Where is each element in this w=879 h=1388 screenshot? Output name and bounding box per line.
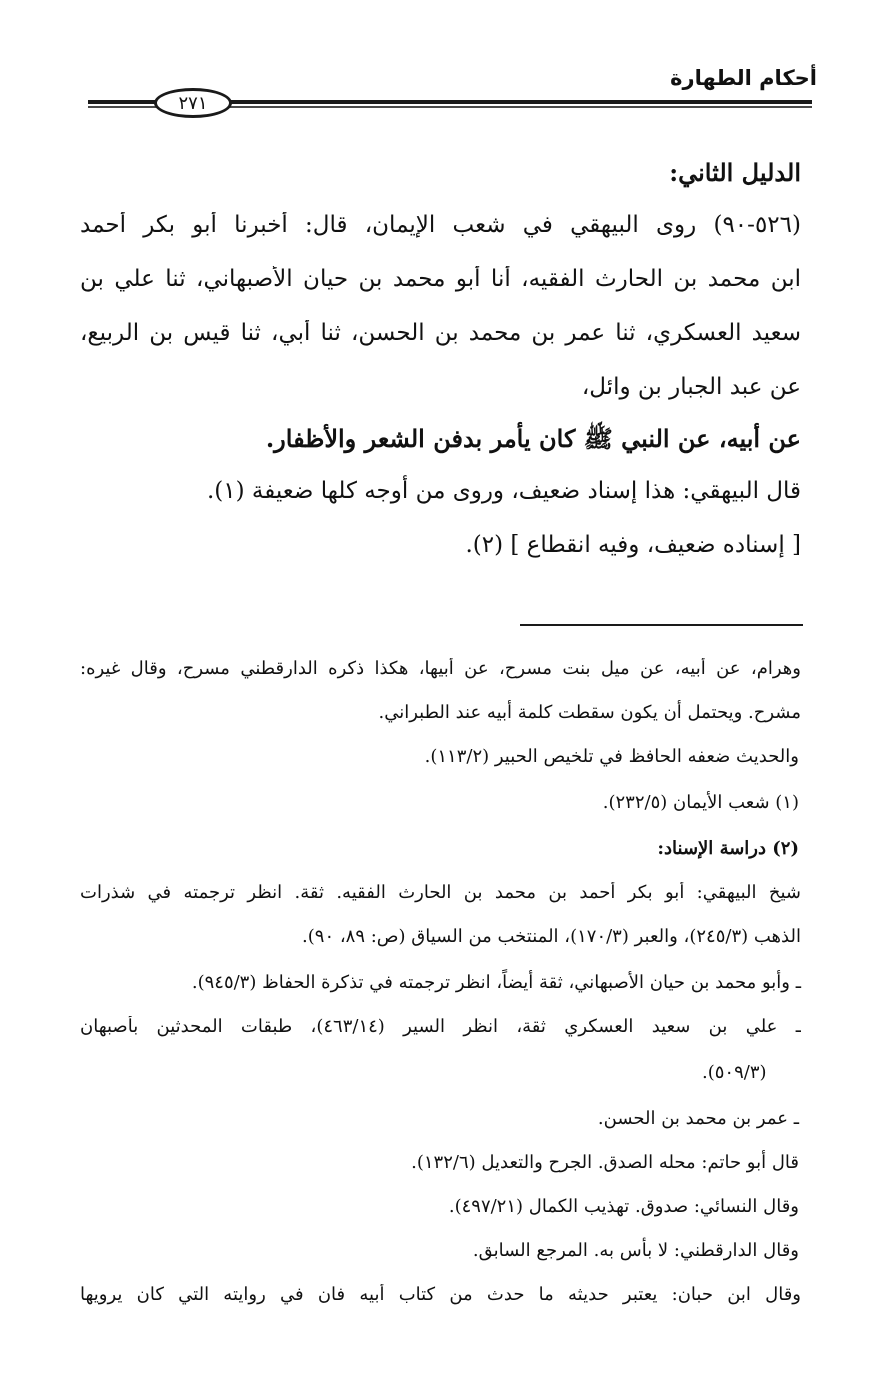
- main-text-line: عن عبد الجبار بن وائل،: [581, 374, 801, 400]
- page-number: ٢٧١: [178, 92, 208, 114]
- page-number-badge: [154, 88, 232, 118]
- footnote-line: قال أبو حاتم: محله الصدق. الجرح والتعديل (١٣٢/٦).: [411, 1152, 799, 1173]
- hadith-text: عن أبيه، عن النبي ﷺ كان يأمر بدفن الشعر والأظفار.: [265, 424, 801, 453]
- isnad-grading: [ إسناده ضعيف، وفيه انقطاع ] (٢).: [465, 532, 801, 558]
- footnote-line: وهرام، عن أبيه، عن ميل بنت مسرح، عن أبيها، هكذا ذكره الدارقطني مسرح، وقال غيره:: [80, 658, 801, 679]
- footnote-separator: [520, 624, 803, 626]
- running-title: أحكام الطهارة: [670, 66, 817, 90]
- footnote-line: الذهب (٢٤٥/٣)، والعبر (١٧٠/٣)، المنتخب من السياق (ص: ٨٩، ٩٠).: [302, 926, 801, 947]
- footnote-2-heading: (٢) دراسة الإسناد:: [657, 838, 799, 859]
- footnote-line: وقال النسائي: صدوق. تهذيب الكمال (٤٩٧/٢١).: [448, 1196, 799, 1217]
- footnote-line: (٥٠٩/٣).: [702, 1062, 767, 1083]
- footnote-1: (١) شعب الأيمان (٢٣٢/٥).: [602, 792, 799, 813]
- footnote-line: ـ علي بن سعيد العسكري ثقة، انظر السير (٤٦٣/١٤)، طبقات المحدثين بأصبهان: [80, 1016, 801, 1037]
- footnote-line: شيخ البيهقي: أبو بكر أحمد بن محمد بن الحارث الفقيه. ثقة. انظر ترجمته في شذرات: [80, 882, 801, 903]
- footnote-line: مشرح. ويحتمل أن يكون سقطت كلمة أبيه عند الطبراني.: [378, 702, 801, 723]
- section-heading: الدليل الثاني:: [669, 158, 801, 187]
- main-text-line: ابن محمد بن الحارث الفقيه، أنا أبو محمد بن حيان الأصبهاني، ثنا علي بن: [80, 266, 801, 292]
- main-text-line: (٥٢٦-٩٠) روى البيهقي في شعب الإيمان، قال: أخبرنا أبو بكر أحمد: [80, 212, 801, 238]
- bayhaqi-comment: قال البيهقي: هذا إسناد ضعيف، وروى من أوجه كلها ضعيفة (١).: [206, 478, 801, 504]
- footnote-line: ـ عمر بن محمد بن الحسن.: [597, 1108, 799, 1129]
- footnote-line: وقال الدارقطني: لا بأس به. المرجع السابق.: [472, 1240, 799, 1261]
- main-text-line: سعيد العسكري، ثنا عمر بن محمد بن الحسن، ثنا أبي، ثنا قيس بن الربيع،: [80, 320, 801, 346]
- footnote-line: ـ وأبو محمد بن حيان الأصبهاني، ثقة أيضاً، انظر ترجمته في تذكرة الحفاظ (٩٤٥/٣).: [191, 972, 801, 993]
- footnote-line: وقال ابن حبان: يعتبر حديثه ما حدث من كتاب أبيه فان في روايته التي كان يرويها: [80, 1284, 801, 1305]
- footnote-line: والحديث ضعفه الحافظ في تلخيص الحبير (١١٣/٢).: [424, 746, 799, 767]
